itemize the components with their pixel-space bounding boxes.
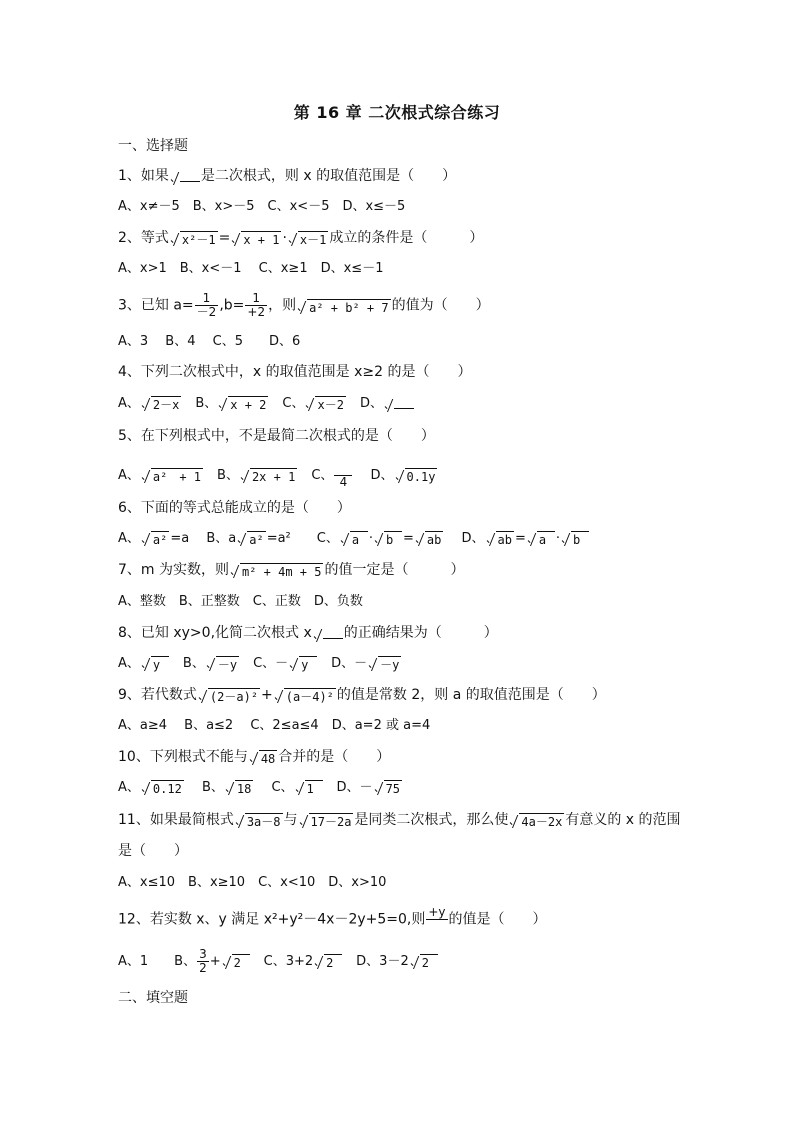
fraction: 4 <box>334 462 352 489</box>
radical: a² <box>237 531 265 548</box>
question-6-options: A、 a² =a B、a a² =a² C、 a · b = ab D、 ab = a · b <box>118 529 590 549</box>
radical: a² <box>141 531 169 548</box>
question-1: 1、如果 是二次根式，则 x 的取值范围是（ ） <box>118 168 457 184</box>
radical: (a－4)² <box>274 688 336 705</box>
question-6: 6、下面的等式总能成立的是（ ） <box>118 500 351 516</box>
radical: 0.12 <box>141 780 184 797</box>
radical: 1 <box>295 780 323 797</box>
question-5-options: A、 a² + 1 B、 2x + 1 C、 4 D、 0.1y <box>118 462 438 489</box>
question-7-options: A、整数 B、正整数 C、正数 D、负数 <box>118 594 363 609</box>
radical: a² + 1 <box>141 468 203 485</box>
radical: 2－x <box>141 396 181 413</box>
question-3-options: A、3 B、4 C、5 D、6 <box>118 334 301 349</box>
fraction-b: $\frac{1}{+2}$ <box>247 291 266 319</box>
radical: x²－1 <box>170 231 218 248</box>
question-11-continued: 是（ ） <box>118 843 188 859</box>
radical: 0.1y <box>395 468 438 485</box>
question-1-options: A、x≠－5 B、x>－5 C、x<－5 D、x≤－5 <box>118 199 406 214</box>
question-2-options: A、x>1 B、x<－1 C、x≥1 D、x≤－1 <box>118 261 384 276</box>
radical: 4a－2x <box>509 813 564 830</box>
radical: ab <box>415 531 443 548</box>
question-7: 7、m 为实数，则 m² + 4m + 5 的值一定是（ ） <box>118 562 465 579</box>
fraction-a: $\frac{1}{-2}$ <box>196 291 217 319</box>
question-4-options: A、 2－x B、 x + 2 C、 x－2 D、 <box>118 394 415 414</box>
radical: (2－a)² <box>198 688 260 705</box>
question-12-options: A、1 B、 $\frac{3}{2}$ + 2 C、3+2 2 D、3－2 2 <box>118 948 439 975</box>
radical <box>313 627 343 643</box>
section-heading-fill-blank: 二、填空题 <box>118 990 188 1006</box>
question-8: 8、已知 xy>0,化简二次根式 x 的正确结果为（ ） <box>118 625 498 641</box>
question-5: 5、在下列根式中，不是最简二次根式的是（ ） <box>118 428 435 444</box>
radical: a² + b² + 7 <box>297 299 390 316</box>
question-4: 4、下列二次根式中，x 的取值范围是 x≥2 的是（ ） <box>118 364 472 380</box>
question-12: 12、若实数 x、y 满足 x²+y²－4x－2y+5=0,则 +y 的值是（ ） <box>118 906 547 933</box>
radical: y <box>289 656 317 673</box>
fraction: +y <box>428 905 446 919</box>
page-title: 第 16 章 二次根式综合练习 <box>293 103 501 122</box>
radical: －y <box>206 656 239 673</box>
question-8-options: A、 y B、 －y C、－ y D、－ －y <box>118 656 400 672</box>
radical: 48 <box>249 750 277 767</box>
radical: 2 <box>222 954 250 971</box>
question-9-options: A、a≥4 B、a≤2 C、2≤a≤4 D、a=2 或 a=4 <box>118 718 431 733</box>
radical: 18 <box>225 780 253 797</box>
radical: ab <box>486 531 514 548</box>
question-10: 10、下列根式不能与 48 合并的是（ ） <box>118 749 391 766</box>
question-11: 11、如果最简根式 3a－8 与 17－2a 是同类二次根式，那么使 4a－2x 有意义的 x 的范围 <box>118 812 681 829</box>
radical: x－2 <box>305 396 345 413</box>
radical: x + 2 <box>218 396 268 413</box>
radical: x + 1 <box>231 231 281 248</box>
radical: b <box>374 531 402 548</box>
radical: m² + 4m + 5 <box>230 563 323 580</box>
radical: y <box>141 656 169 673</box>
radical <box>170 170 200 186</box>
section-heading-choice: 一、选择题 <box>118 138 188 154</box>
radical: a <box>340 531 368 548</box>
radical: －y <box>368 656 401 673</box>
question-10-options: A、 0.12 B、 18 C、 1 D、－ 75 <box>118 780 401 796</box>
question-2: 2、等式 x²－1 = x + 1 · x－1 成立的条件是（ ） <box>118 230 484 247</box>
question-9: 9、若代数式 (2－a)² + (a－4)² 的值是常数 2，则 a 的取值范围是（ ） <box>118 687 606 704</box>
radical: a <box>527 531 555 548</box>
radical <box>384 397 414 413</box>
radical: 75 <box>374 780 402 797</box>
radical: 2x + 1 <box>240 468 297 485</box>
radical: b <box>561 531 589 548</box>
question-3: 3、已知 a= $\frac{1}{-2}$ ,b= $\frac{1}{+2}$ ，则 a² + b² + 7 的值为（ ） <box>118 291 490 319</box>
radical: 2 <box>314 954 342 971</box>
radical: 17－2a <box>299 813 354 830</box>
radical: 2 <box>410 954 438 971</box>
question-11-options: A、x≤10 B、x≥10 C、x<10 D、x>10 <box>118 875 387 890</box>
radical: x－1 <box>288 231 328 248</box>
radical: 3a－8 <box>235 813 283 830</box>
fraction: $\frac{3}{2}$ <box>199 947 207 975</box>
